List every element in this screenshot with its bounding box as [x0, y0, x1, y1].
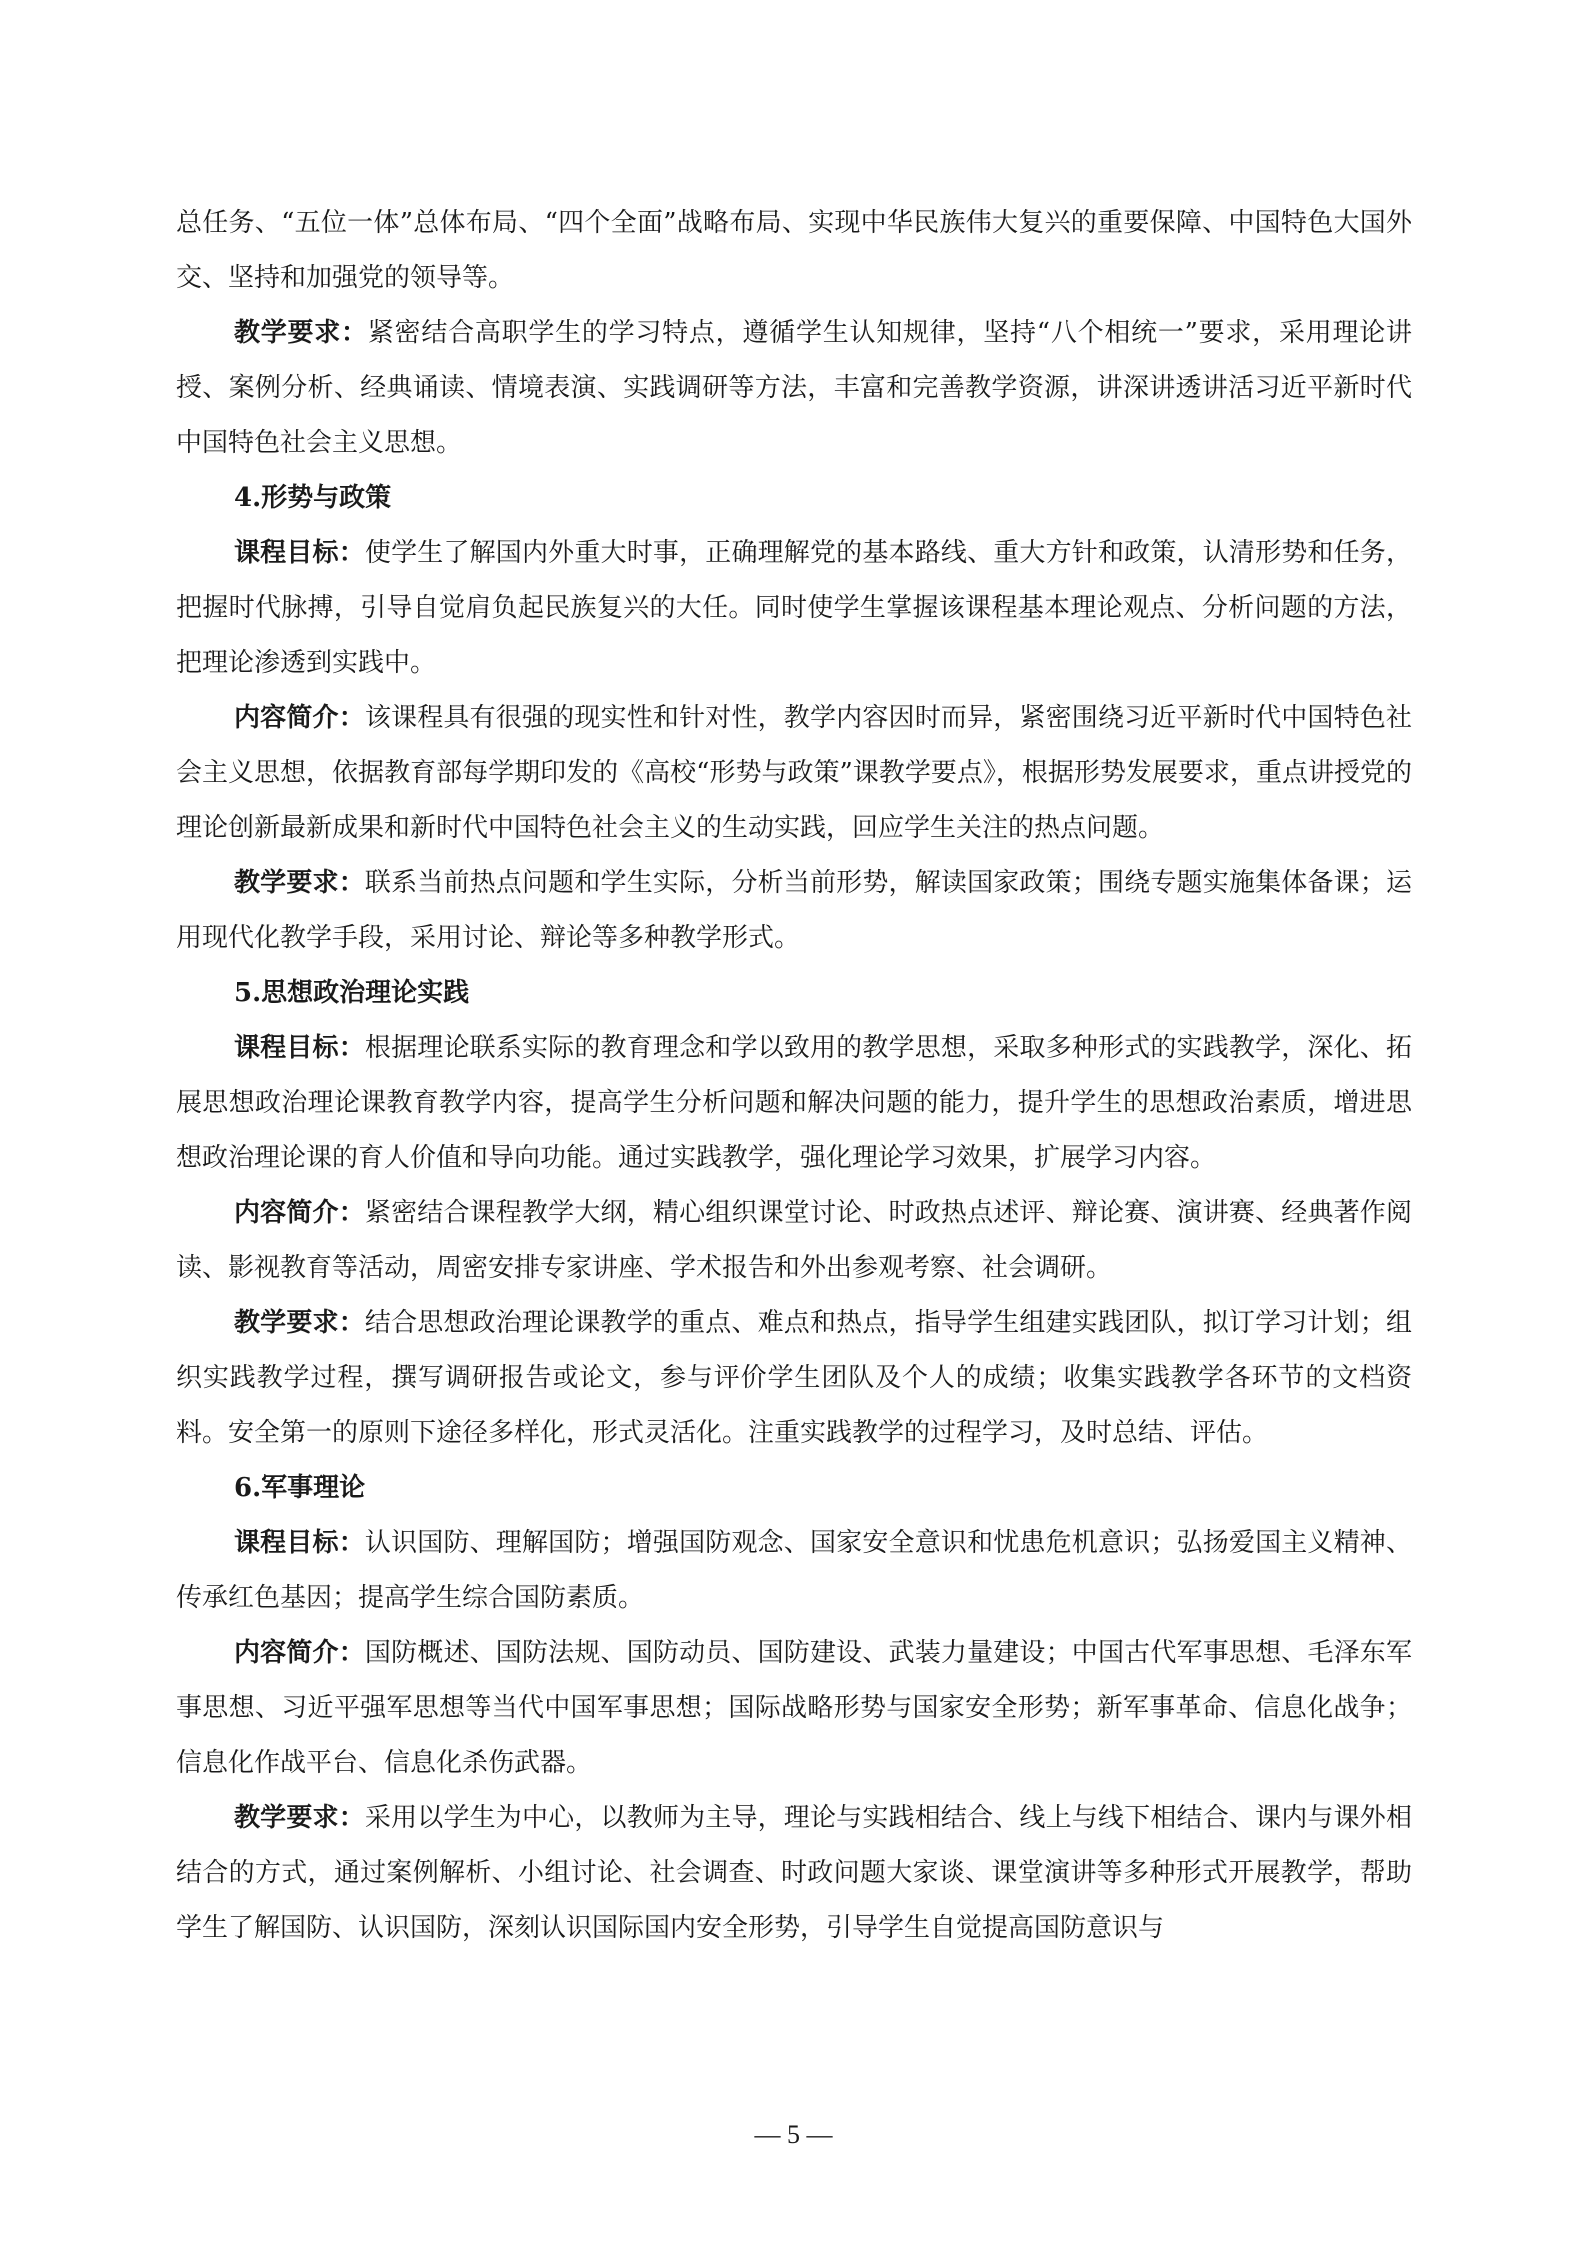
paragraph-label: 内容简介： — [234, 1198, 365, 1228]
paragraph-teaching-requirements — [176, 306, 1412, 471]
paragraph-content-summary — [176, 1626, 1412, 1791]
paragraph-text: 采用以学生为中心，以教师为主导，理论与实践相结合、线上与线下相结合、课内与课外相结合的方式，通过案例解析、小组讨论、社会调查、时政问题大家谈、课堂演讲等多种形式开展教学，帮助学生了解国防、认识国防，深刻认识国际国内安全形势，引导学生自觉提高国防意识与 — [176, 1803, 1412, 1943]
paragraph-label: 教学要求： — [234, 318, 368, 348]
paragraph-text: 国防概述、国防法规、国防动员、国防建设、武装力量建设；中国古代军事思想、毛泽东军事思想、习近平强军思想等当代中国军事思想；国际战略形势与国家安全形势；新军事革命、信息化战争；信息化作战平台、信息化杀伤武器。 — [176, 1638, 1412, 1778]
paragraph-content-summary — [176, 1186, 1412, 1296]
paragraph-text: 该课程具有很强的现实性和针对性，教学内容因时而异，紧密围绕习近平新时代中国特色社会主义思想，依据教育部每学期印发的《高校“形势与政策”课教学要点》，根据形势发展要求，重点讲授党的理论创新最新成果和新时代中国特色社会主义的生动实践，回应学生关注的热点问题。 — [176, 703, 1412, 843]
paragraph-content-summary — [176, 691, 1412, 856]
paragraph-label: 课程目标： — [234, 1528, 365, 1558]
paragraph-teaching-requirements — [176, 1296, 1412, 1461]
page-number: — 5 — — [754, 2120, 833, 2149]
paragraph-text: 根据理论联系实际的教育理念和学以致用的教学思想，采取多种形式的实践教学，深化、拓展思想政治理论课教育教学内容，提高学生分析问题和解决问题的能力，提升学生的思想政治素质，增进思想政治理论课的育人价值和导向功能。通过实践教学，强化理论学习效果，扩展学习内容。 — [176, 1033, 1412, 1173]
paragraph-label: 教学要求： — [234, 1308, 365, 1338]
paragraph-course-objective — [176, 526, 1412, 691]
page-body — [176, 196, 1412, 1956]
paragraph-text: 使学生了解国内外重大时事，正确理解党的基本路线、重大方针和政策，认清形势和任务，把握时代脉搏，引导自觉肩负起民族复兴的大任。同时使学生掌握该课程基本理论观点、分析问题的方法，把理论渗透到实践中。 — [176, 538, 1412, 678]
section-heading-4: 4.形势与政策 — [234, 483, 392, 513]
paragraph-label: 内容简介： — [234, 1638, 365, 1668]
paragraph-label: 课程目标： — [234, 1033, 365, 1063]
paragraph-text: 结合思想政治理论课教学的重点、难点和热点，指导学生组建实践团队，拟订学习计划；组织实践教学过程，撰写调研报告或论文，参与评价学生团队及个人的成绩；收集实践教学各环节的文档资料。安全第一的原则下途径多样化，形式灵活化。注重实践教学的过程学习，及时总结、评估。 — [176, 1308, 1412, 1448]
paragraph-continuation: 总任务、“五位一体”总体布局、“四个全面”战略布局、实现中华民族伟大复兴的重要保障、中国特色大国外交、坚持和加强党的领导等。 — [176, 208, 1412, 293]
section-heading-5: 5.思想政治理论实践 — [234, 978, 470, 1008]
paragraph-label: 教学要求： — [234, 868, 365, 898]
paragraph-text: 认识国防、理解国防；增强国防观念、国家安全意识和忧患危机意识；弘扬爱国主义精神、传承红色基因；提高学生综合国防素质。 — [176, 1528, 1412, 1613]
paragraph-label: 课程目标： — [234, 538, 365, 568]
paragraph-teaching-requirements — [176, 856, 1412, 966]
paragraph-course-objective — [176, 1516, 1412, 1626]
paragraph-label: 教学要求： — [234, 1803, 365, 1833]
paragraph-text: 紧密结合高职学生的学习特点，遵循学生认知规律，坚持“八个相统一”要求，采用理论讲授、案例分析、经典诵读、情境表演、实践调研等方法，丰富和完善教学资源，讲深讲透讲活习近平新时代中国特色社会主义思想。 — [176, 318, 1412, 458]
paragraph-text: 紧密结合课程教学大纲，精心组织课堂讨论、时政热点述评、辩论赛、演讲赛、经典著作阅读、影视教育等活动，周密安排专家讲座、学术报告和外出参观考察、社会调研。 — [176, 1198, 1412, 1283]
section-heading-6: 6.军事理论 — [234, 1473, 366, 1503]
paragraph-label: 内容简介： — [234, 703, 365, 733]
paragraph-course-objective — [176, 1021, 1412, 1186]
paragraph-text: 联系当前热点问题和学生实际，分析当前形势，解读国家政策；围绕专题实施集体备课；运用现代化教学手段，采用讨论、辩论等多种教学形式。 — [176, 868, 1412, 953]
paragraph-teaching-requirements — [176, 1791, 1412, 1956]
